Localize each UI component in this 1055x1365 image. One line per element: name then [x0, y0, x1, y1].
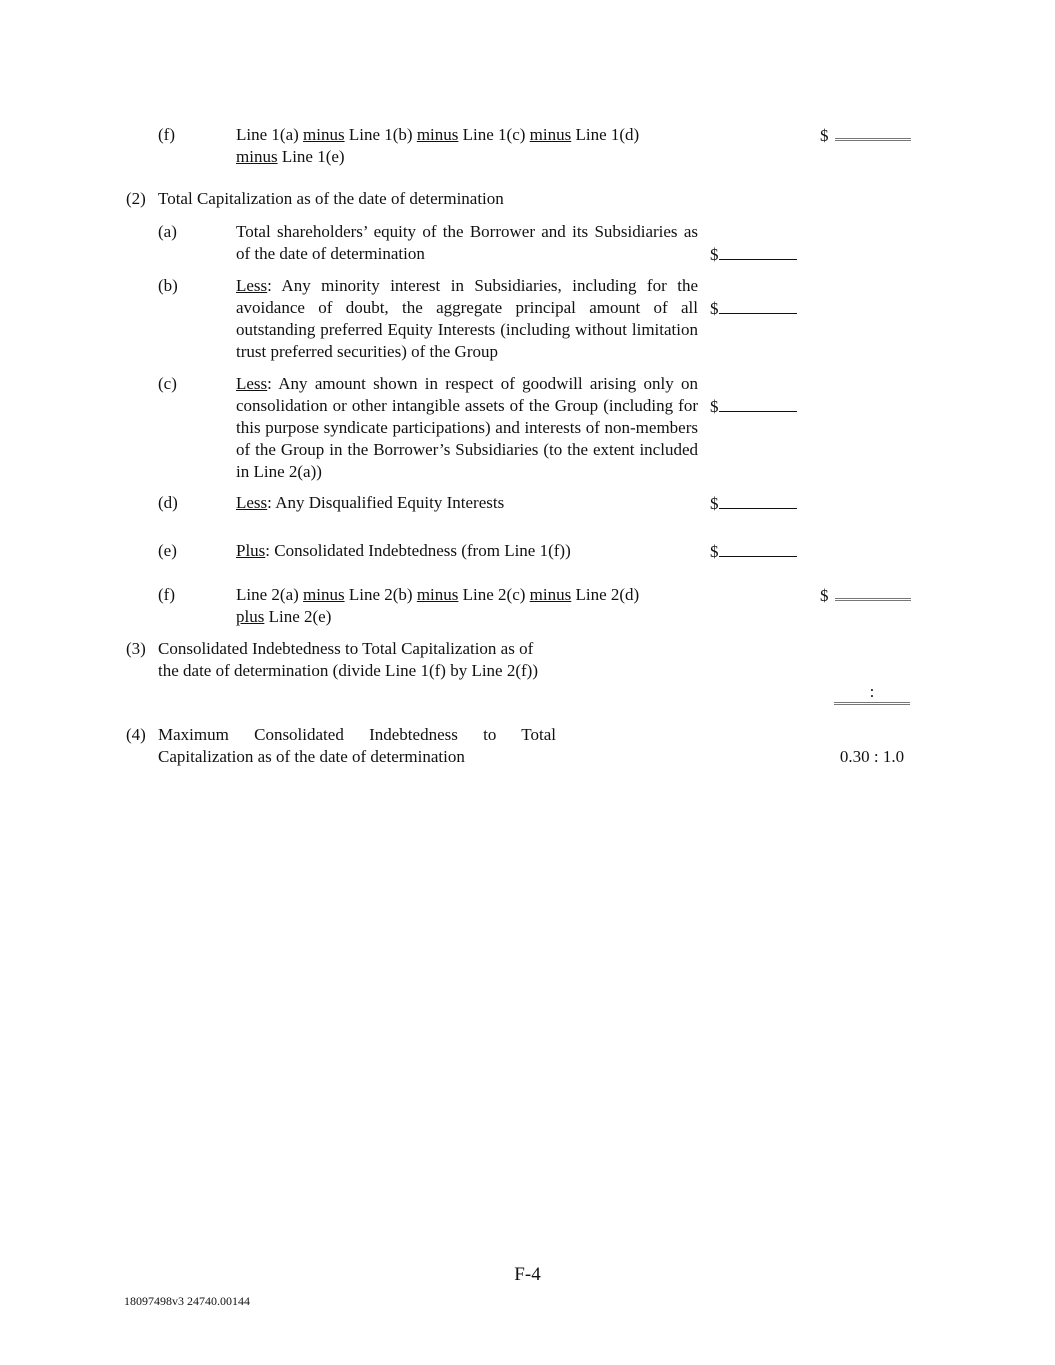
less-term: Less — [236, 493, 268, 512]
line-2a-label: (a) — [158, 222, 177, 241]
amount-blank — [719, 492, 797, 509]
line-2c-text — [236, 373, 698, 483]
line-2c-label: (c) — [158, 374, 177, 393]
line-2f-part: Line 2(a) — [236, 585, 304, 604]
amount-blank — [835, 584, 911, 601]
line-2f-part: Line 2(d) — [571, 585, 640, 604]
line-2f-label: (f) — [158, 585, 175, 604]
minus-term: minus — [303, 585, 345, 604]
line-1f-label: (f) — [158, 125, 175, 144]
plus-term: Plus — [236, 541, 266, 560]
amount-blank — [719, 540, 797, 557]
line-2f-part: Line 2(b) — [344, 585, 417, 604]
line-1f-part: Line 1(b) — [344, 125, 417, 144]
section-4-text: Maximum Consolidated Indebtedness to Total Capitalization as of the date of determination — [158, 725, 556, 766]
line-2d-body: : Any Disqualified Equity Interests — [267, 493, 505, 512]
line-2c-body: : Any amount shown in respect of goodwill arising only on consolidation or other intangible assets of the Group (including for this purpose syndicate participations) and interests of non-members of the Group in the Borrower’s Subsidiaries (to the extent included in Line 2(a)) — [236, 374, 698, 481]
line-2b-body: : Any minority interest in Subsidiaries, including for the avoidance of doubt, the aggregate principal amount of all outstanding preferred Equity Interests (including without limitation trust preferred securities) of the Group — [236, 276, 698, 361]
line-2f-part: Line 2(e) — [264, 607, 332, 626]
less-term: Less — [236, 276, 268, 295]
minus-term: minus — [529, 585, 572, 604]
line-2f-part: Line 2(c) — [458, 585, 530, 604]
minus-term: minus — [416, 125, 459, 144]
page-number: F-4 — [514, 1264, 541, 1285]
line-2f-text — [236, 584, 698, 628]
line-2d-text — [236, 492, 698, 514]
minus-term: minus — [416, 585, 459, 604]
line-1f-amount — [820, 124, 911, 147]
dollar-sign: $ — [710, 397, 719, 416]
line-1f-part: Line 1(c) — [458, 125, 530, 144]
dollar-sign: $ — [710, 542, 719, 561]
less-term: Less — [236, 374, 268, 393]
section-4-value: 0.30 : 1.0 — [839, 747, 905, 766]
section-3-ratio: : — [834, 682, 910, 705]
dollar-sign: $ — [710, 245, 719, 264]
line-2f-amount — [820, 584, 911, 607]
dollar-sign: $ — [820, 126, 829, 145]
section-4-number: (4) — [126, 725, 146, 744]
amount-blank — [719, 243, 797, 260]
line-2b-amount — [710, 297, 797, 320]
amount-blank — [719, 395, 797, 412]
line-2d-amount — [710, 492, 797, 515]
line-2b-text — [236, 275, 698, 363]
line-2e-body: : Consolidated Indebtedness (from Line 1(f)) — [265, 541, 571, 560]
amount-blank — [719, 297, 797, 314]
minus-term: minus — [236, 147, 278, 166]
line-1f-part: Line 1(e) — [277, 147, 345, 166]
dollar-sign: $ — [710, 494, 719, 513]
line-1f-part: Line 1(a) — [236, 125, 304, 144]
section-3-number: (3) — [126, 639, 146, 658]
document-id: 18097498v3 24740.00144 — [124, 1294, 250, 1308]
line-2c-amount — [710, 395, 797, 418]
line-2d-label: (d) — [158, 493, 178, 512]
dollar-sign: $ — [820, 586, 829, 605]
line-2e-amount — [710, 540, 797, 563]
line-1f-text — [236, 124, 698, 168]
minus-term: minus — [529, 125, 572, 144]
line-2b-label: (b) — [158, 276, 178, 295]
plus-term: plus — [236, 607, 265, 626]
section-2-title: Total Capitalization as of the date of determination — [158, 189, 504, 208]
line-2e-label: (e) — [158, 541, 177, 560]
line-1f-part: Line 1(d) — [571, 125, 640, 144]
dollar-sign: $ — [710, 299, 719, 318]
amount-blank — [835, 124, 911, 141]
line-2a-text: Total shareholders’ equity of the Borrower and its Subsidiaries as of the date of determination — [236, 222, 698, 263]
section-2-number: (2) — [126, 189, 146, 208]
minus-term: minus — [303, 125, 345, 144]
line-2a-amount — [710, 243, 797, 266]
section-3-text: Consolidated Indebtedness to Total Capitalization as of the date of determination (divide Line 1(f) by Line 2(f)) — [158, 639, 538, 680]
line-2e-text — [236, 540, 698, 562]
